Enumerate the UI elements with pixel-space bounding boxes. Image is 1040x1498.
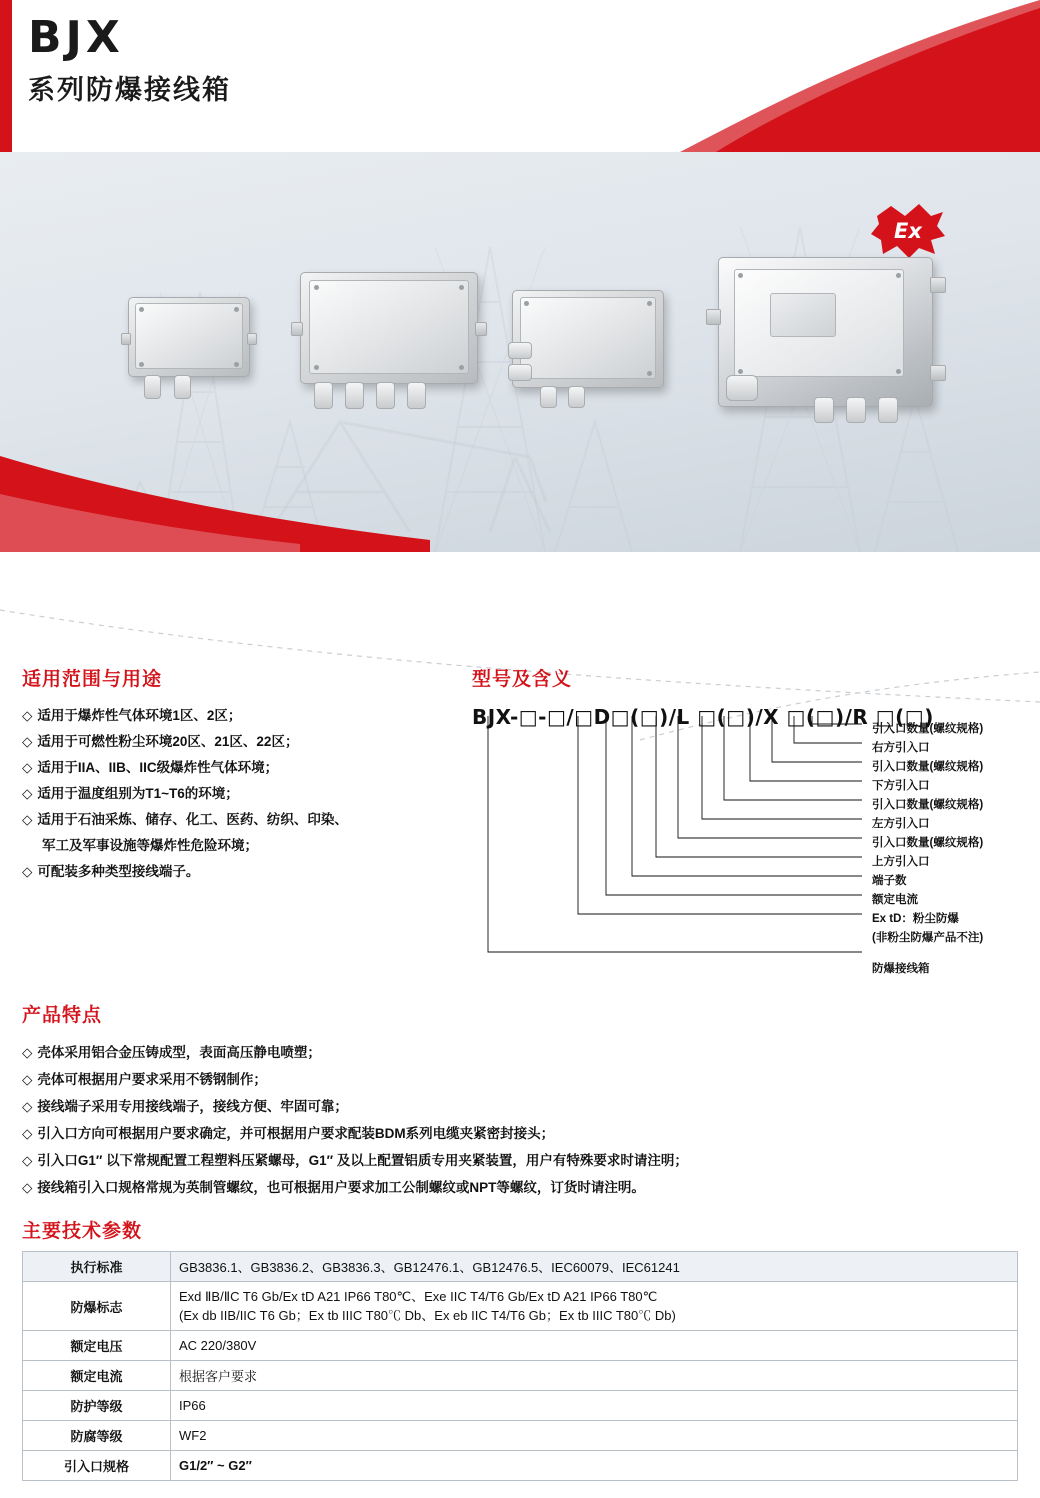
table-row	[23, 1361, 1018, 1391]
feature-item-text: 接线箱引入口规格常规为英制管螺纹，也可根据用户要求加工公制螺纹或NPT等螺纹，订货时请注明。	[37, 1180, 645, 1195]
specs-section-title: 主要技术参数	[22, 1221, 143, 1242]
list-item	[22, 1093, 1022, 1120]
legend-item: (非粉尘防爆产品不注)	[872, 932, 984, 944]
list-item	[22, 1066, 1022, 1093]
model-code-section	[472, 664, 1032, 975]
scope-section	[22, 664, 452, 885]
product-image-2	[300, 272, 490, 422]
list-item	[22, 781, 452, 807]
list-item	[22, 833, 452, 859]
scope-item-text: 可配装多种类型接线端子。	[37, 864, 200, 879]
legend-item: 额定电流	[872, 894, 918, 906]
diamond-bullet-icon: ◇	[22, 786, 33, 801]
table-row	[23, 1331, 1018, 1361]
features-section-title: 产品特点	[22, 1005, 103, 1026]
spec-key: 防爆标志	[23, 1282, 171, 1331]
hero-bottom-swoosh	[0, 434, 1040, 552]
diamond-bullet-icon: ◇	[22, 1153, 33, 1168]
diamond-bullet-icon: ◇	[22, 708, 33, 723]
scope-list	[22, 703, 452, 885]
legend-item: 端子数	[872, 875, 907, 887]
features-section	[22, 1000, 1022, 1201]
product-image-1	[128, 297, 258, 407]
legend-item: 左方引入口	[872, 818, 930, 830]
specs-table	[22, 1251, 1018, 1481]
model-code-string: BJX-□-□/□D□(□)/L □(□)/X □(□)/R □(□)	[472, 705, 934, 729]
legend-item: 引入口数量(螺纹规格)	[872, 799, 984, 811]
legend-item: 引入口数量(螺纹规格)	[872, 723, 984, 735]
legend-item: 引入口数量(螺纹规格)	[872, 837, 984, 849]
spec-key: 防护等级	[23, 1391, 171, 1421]
feature-item-text: 壳体可根据用户要求采用不锈钢制作；	[37, 1072, 267, 1087]
diamond-bullet-icon: ◇	[22, 812, 33, 827]
list-item	[22, 755, 452, 781]
header-red-bar	[0, 0, 12, 152]
list-item	[22, 1174, 1022, 1201]
page-header	[0, 0, 1040, 152]
hero-product-band	[0, 152, 1040, 552]
table-row	[23, 1451, 1018, 1481]
feature-item-text: 引入口G1″ 以下常规配置工程塑料压紧螺母，G1″ 及以上配置铝质专用夹紧装置，用户有特殊要求时请注明；	[37, 1153, 688, 1168]
list-item	[22, 1039, 1022, 1066]
spec-key: 防腐等级	[23, 1421, 171, 1451]
scope-section-title: 适用范围与用途	[22, 669, 163, 690]
scope-item-text: 适用于可燃性粉尘环境20区、21区、22区；	[37, 734, 299, 749]
spec-value-line: Exd ⅡB/ⅡC T6 Gb/Ex tD A21 IP66 T80℃、Exe IIC T4/T6 Gb/Ex tD A21 IP66 T80℃	[179, 1289, 658, 1304]
ex-certification-badge	[871, 204, 945, 258]
feature-item-text: 壳体采用铝合金压铸成型，表面高压静电喷塑；	[37, 1045, 321, 1060]
model-section-title: 型号及含义	[472, 669, 573, 690]
feature-item-text: 接线端子采用专用接线端子，接线方便、牢固可靠；	[37, 1099, 348, 1114]
spec-value	[171, 1282, 1018, 1331]
scope-item-text: 适用于爆炸性气体环境1区、2区；	[37, 708, 242, 723]
list-item	[22, 703, 452, 729]
spec-key: 执行标准	[23, 1252, 171, 1282]
product-image-4	[718, 257, 948, 457]
diamond-bullet-icon: ◇	[22, 1126, 33, 1141]
diamond-bullet-icon: ◇	[22, 734, 33, 749]
content-area	[0, 552, 1040, 1498]
diamond-bullet-icon: ◇	[22, 760, 33, 775]
table-row	[23, 1421, 1018, 1451]
scope-item-text: 适用于石油采炼、储存、化工、医药、纺织、印染、	[37, 812, 348, 827]
spec-value-line: (Ex db IIB/IIC T6 Gb；Ex tb IIIC T80℃ Db、Ex eb IIC T4/T6 Gb；Ex tb IIIC T80℃ Db)	[179, 1308, 676, 1323]
scope-item-text: 适用于IIA、IIB、IIC级爆炸性气体环境；	[37, 760, 279, 775]
brand-subtitle: 系列防爆接线箱	[28, 75, 231, 105]
list-item	[22, 1120, 1022, 1147]
list-item	[22, 859, 452, 885]
spec-key: 引入口规格	[23, 1451, 171, 1481]
brand-title: BJX	[28, 12, 124, 63]
scope-item-text: 军工及军事设施等爆炸性危险环境；	[42, 838, 258, 853]
product-image-3	[512, 290, 677, 420]
features-list	[22, 1039, 1022, 1201]
diamond-bullet-icon: ◇	[22, 1099, 33, 1114]
scope-item-text: 适用于温度组别为T1~T6的环境；	[37, 786, 239, 801]
model-legend-list	[872, 720, 1040, 979]
spec-value: AC 220/380V	[171, 1331, 1018, 1361]
spec-value: WF2	[171, 1421, 1018, 1451]
spec-value: GB3836.1、GB3836.2、GB3836.3、GB12476.1、GB12476.5、IEC60079、IEC61241	[171, 1252, 1018, 1282]
spec-value: G1/2″ ~ G2″	[171, 1451, 1018, 1481]
spec-value: IP66	[171, 1391, 1018, 1421]
spec-key: 额定电压	[23, 1331, 171, 1361]
legend-item: Ex tD：粉尘防爆	[872, 913, 959, 925]
diamond-bullet-icon: ◇	[22, 1072, 33, 1087]
legend-item: 引入口数量(螺纹规格)	[872, 761, 984, 773]
feature-item-text: 引入口方向可根据用户要求确定，并可根据用户要求配装BDM系列电缆夹紧密封接头；	[37, 1126, 555, 1141]
specs-section	[22, 1216, 1018, 1481]
legend-item: 上方引入口	[872, 856, 930, 868]
ex-badge-label: Ex	[894, 219, 922, 243]
table-row	[23, 1282, 1018, 1331]
table-row	[23, 1252, 1018, 1282]
diamond-bullet-icon: ◇	[22, 864, 33, 879]
legend-item: 下方引入口	[872, 780, 930, 792]
legend-item: 防爆接线箱	[872, 963, 930, 975]
list-item	[22, 729, 452, 755]
list-item	[22, 807, 452, 833]
diamond-bullet-icon: ◇	[22, 1045, 33, 1060]
spec-value: 根据客户要求	[171, 1361, 1018, 1391]
table-row	[23, 1391, 1018, 1421]
header-swoosh-graphic	[620, 0, 1040, 152]
diamond-bullet-icon: ◇	[22, 1180, 33, 1195]
legend-item: 右方引入口	[872, 742, 930, 754]
list-item	[22, 1147, 1022, 1174]
spec-key: 额定电流	[23, 1361, 171, 1391]
